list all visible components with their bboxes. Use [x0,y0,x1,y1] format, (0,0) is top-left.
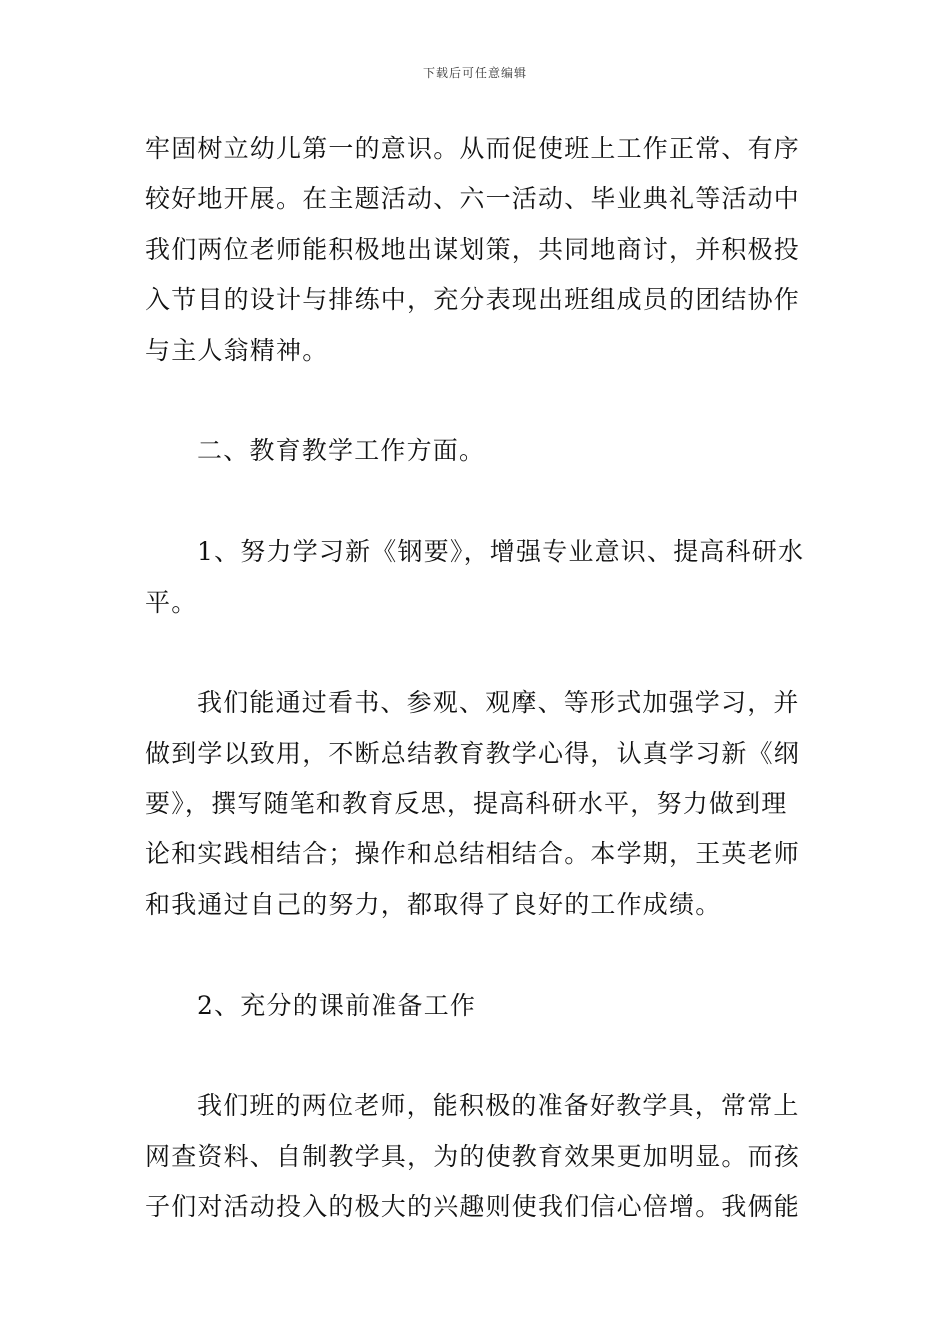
paragraph-gap [145,628,815,678]
paragraph-gap [145,477,815,527]
text-line: 和我通过自己的努力，都取得了良好的工作成绩。 [145,889,722,919]
text-line: 入节目的设计与排练中，充分表现出班组成员的团结协作 [145,285,801,315]
subsection-heading: 1、努力学习新《钢要》，增强专业意识、提高科研水 [197,537,805,567]
document-body [145,124,815,1233]
text-line: 要》，撰写随笔和教育反思，提高科研水平，努力做到理 [145,789,788,819]
text-line: 我们两位老师能积极地出谋划策，共同地商讨，并积极投 [145,234,801,264]
text-line: 较好地开展。在主题活动、六一活动、毕业典礼等活动中 [145,184,801,214]
text-line: 做到学以致用，不断总结教育教学心得，认真学习新《纲 [145,738,801,768]
text-line: 牢固树立幼儿第一的意识。从而促使班上工作正常、有序 [145,134,801,163]
text-line: 我们能通过看书、参观、观摩、等形式加强学习，并 [197,688,800,718]
text-line: 子们对活动投入的极大的兴趣则使我们信心倍增。我俩能 [145,1192,801,1222]
paragraph-gap [145,930,815,980]
subsection-heading: 2、充分的课前准备工作 [197,990,477,1020]
text-line: 网查资料、自制教学具，为的使教育效果更加明显。而孩 [145,1141,801,1171]
paragraph-gap [145,1031,815,1081]
text-line: 平。 [145,587,198,617]
text-line: 我们班的两位老师，能积极的准备好教学具，常常上 [197,1091,800,1121]
text-line: 论和实践相结合；操作和总结相结合。本学期，王英老师 [145,839,801,869]
text-line: 与主人翁精神。 [145,335,329,365]
paragraph-gap [145,376,815,426]
section-heading: 二、教育教学工作方面。 [197,436,486,466]
page-header: 下载后可任意编辑 [422,66,527,80]
